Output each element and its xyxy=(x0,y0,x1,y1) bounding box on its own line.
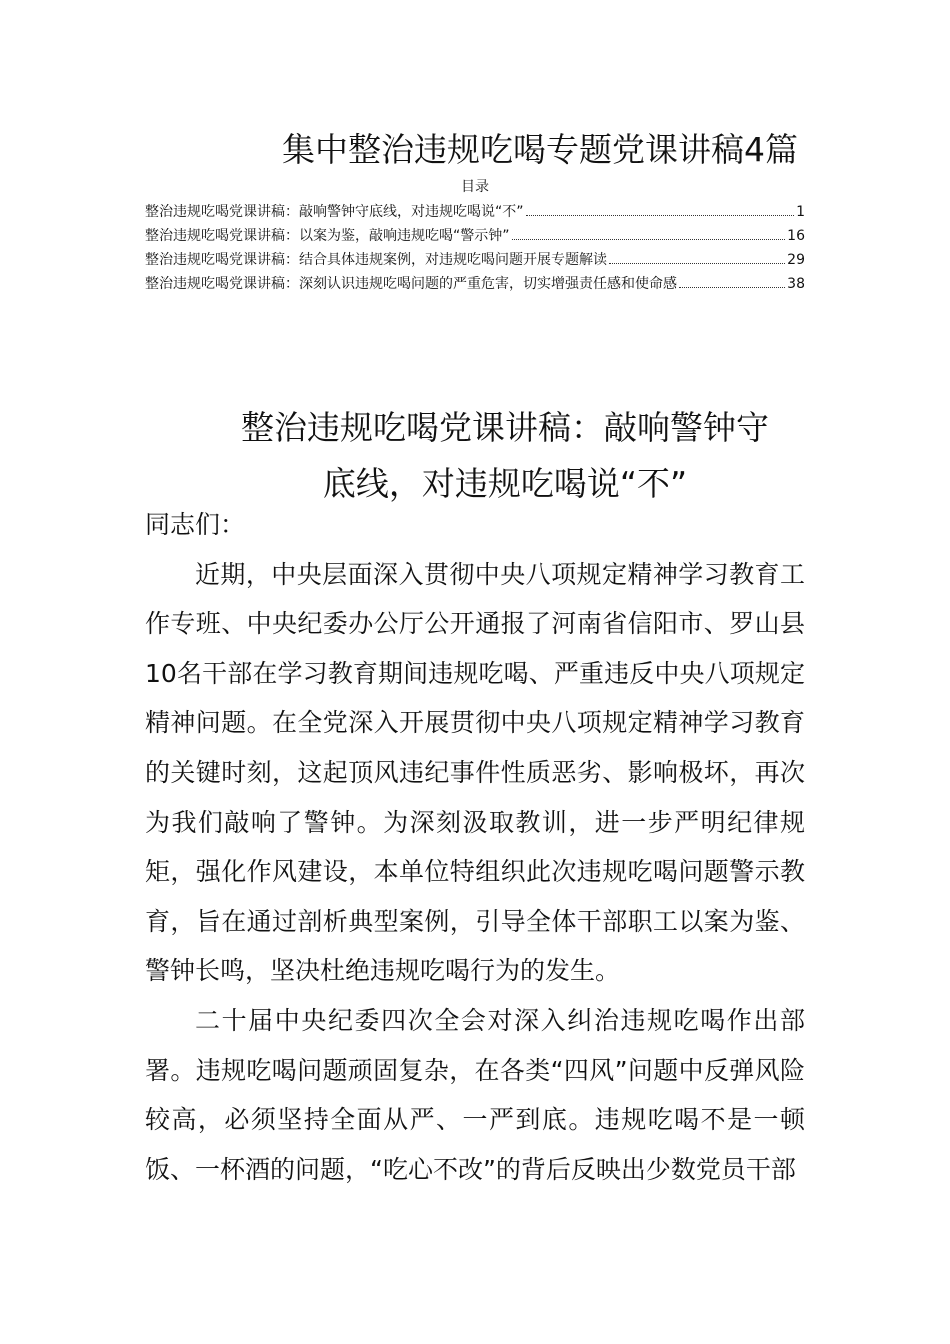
toc-leader-dots xyxy=(526,214,795,216)
salutation: 同志们： xyxy=(145,510,246,539)
paragraph: 二十届中央纪委四次全会对深入纠治违规吃喝作出部署。违规吃喝问题顽固复杂，在各类“四风”问题中反弹风险较高，必须坚持全面从严、一严到底。违规吃喝不是一顿饭、一杯酒的问题，“吃心不改”的背后反映出少数党员干部 xyxy=(145,1005,805,1184)
toc-entry[interactable] xyxy=(145,224,805,248)
toc-entry-text: 整治违规吃喝党课讲稿：结合具体违规案例，对违规吃喝问题开展专题解读 xyxy=(145,252,607,268)
toc-leader-dots xyxy=(679,286,785,288)
toc-entry-page: 16 xyxy=(787,228,805,244)
toc-entry[interactable] xyxy=(145,272,805,296)
toc-entry-page: 1 xyxy=(796,204,805,220)
toc-entry-page: 38 xyxy=(787,276,805,292)
toc-leader-dots xyxy=(609,262,785,264)
toc-leader-dots xyxy=(512,238,786,240)
toc-heading: 目录 xyxy=(461,179,489,195)
toc-entry-text: 整治违规吃喝党课讲稿：深刻认识违规吃喝问题的严重危害，切实增强责任感和使命感 xyxy=(145,276,677,292)
section-title-line: 整治违规吃喝党课讲稿：敲响警钟守 xyxy=(241,408,769,447)
section-title xyxy=(145,400,805,512)
section-title-line: 底线，对违规吃喝说“不” xyxy=(322,464,688,503)
table-of-contents xyxy=(145,200,805,296)
toc-entry[interactable] xyxy=(145,248,805,272)
toc-entry[interactable] xyxy=(145,200,805,224)
toc-entry-page: 29 xyxy=(787,252,805,268)
document-title: 集中整治违规吃喝专题党课讲稿4篇 xyxy=(282,130,798,169)
toc-entry-text: 整治违规吃喝党课讲稿：以案为鉴，敲响违规吃喝“警示钟” xyxy=(145,228,510,244)
body-text xyxy=(145,500,805,1194)
paragraph: 近期，中央层面深入贯彻中央八项规定精神学习教育工作专班、中央纪委办公厅公开通报了河南省信阳市、罗山县10名干部在学习教育期间违规吃喝、严重违反中央八项规定精神问题。在全党深入开展贯彻中央八项规定精神学习教育的关键时刻，这起顶风违纪事件性质恶劣、影响极坏，再次为我们敲响了警钟。为深刻汲取教训，进一步严明纪律规矩，强化作风建设，本单位特组织此次违规吃喝问题警示教育，旨在通过剖析典型案例，引导全体干部职工以案为鉴、警钟长鸣，坚决杜绝违规吃喝行为的发生。 xyxy=(145,559,805,986)
toc-entry-text: 整治违规吃喝党课讲稿：敲响警钟守底线，对违规吃喝说“不” xyxy=(145,204,524,220)
